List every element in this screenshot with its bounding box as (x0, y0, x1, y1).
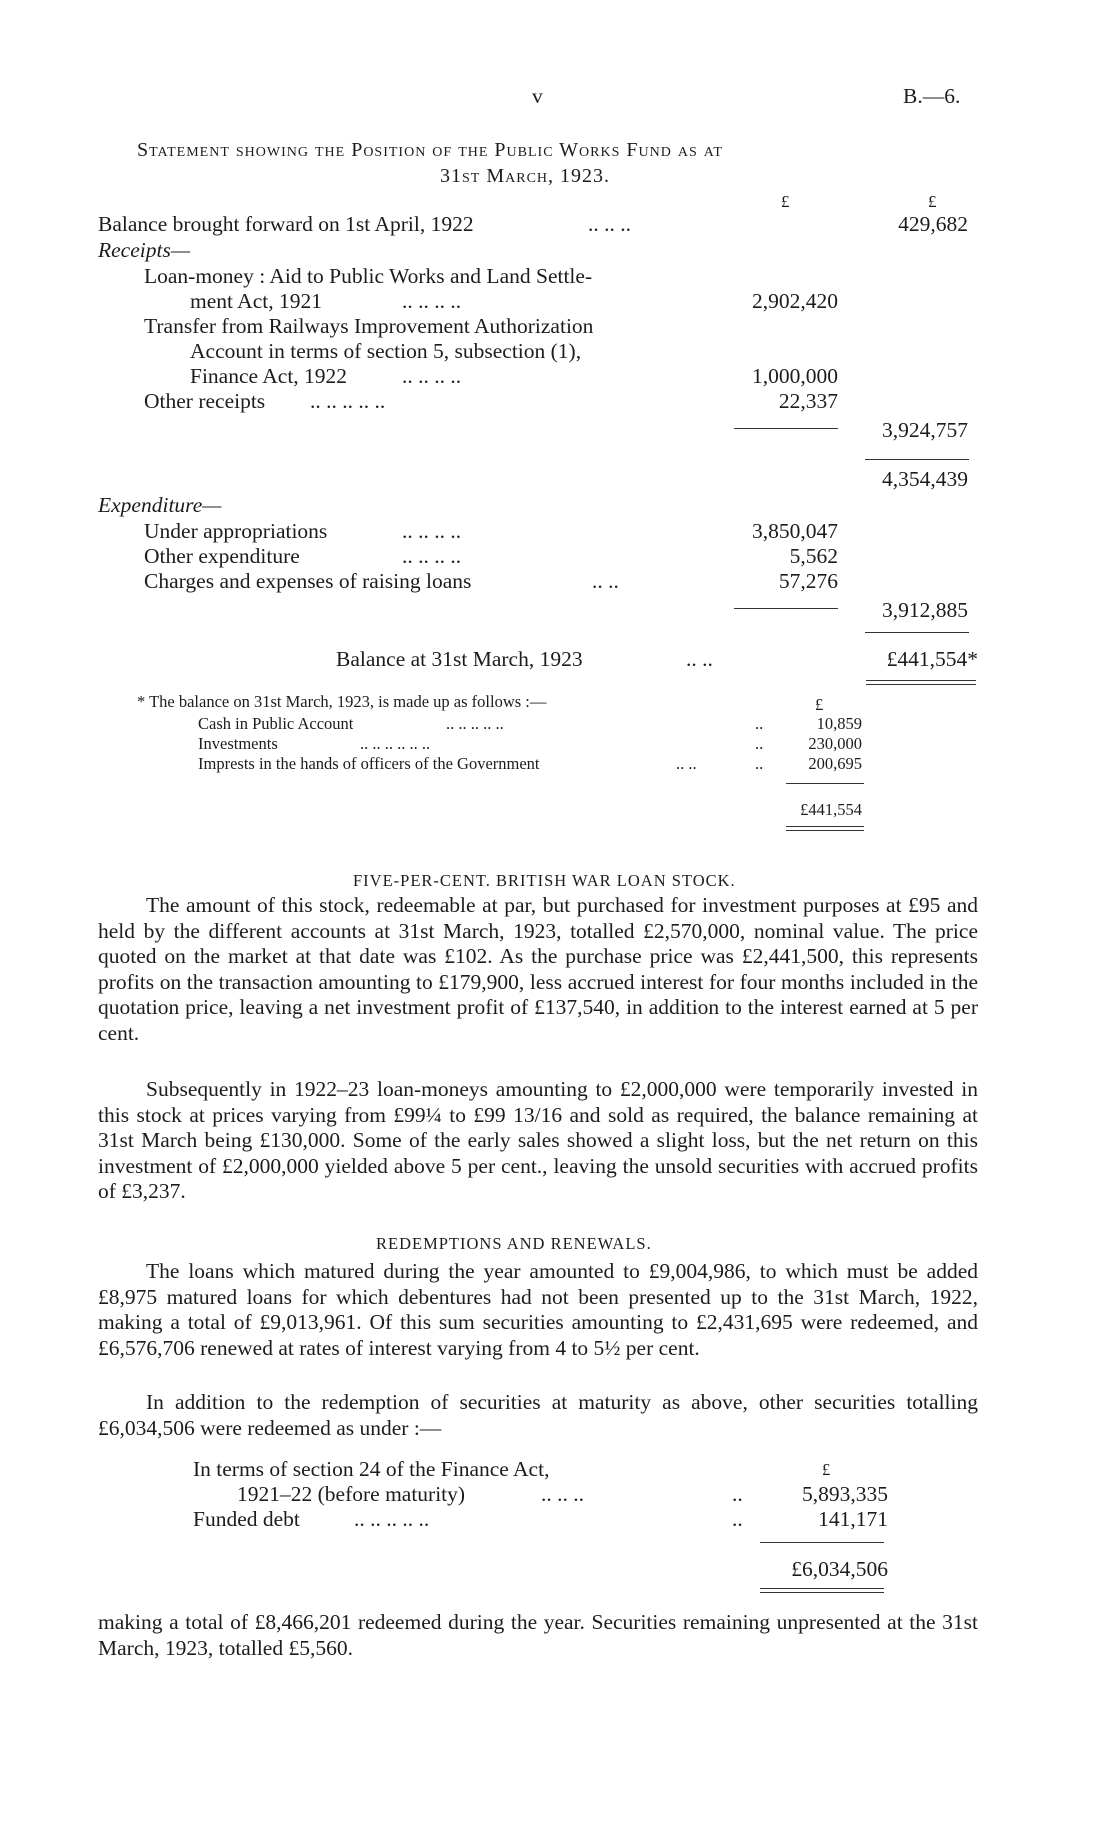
redemptions-symbol: £ (822, 1460, 831, 1479)
redemptions-closing (98, 1610, 978, 1661)
statement-title-date: 31st March, 1923. (440, 165, 611, 187)
receipt-loan-money-line2: ment Act, 1921 (190, 289, 322, 313)
double-rule (760, 1588, 884, 1589)
double-rule (866, 680, 976, 681)
total-rule (865, 459, 969, 460)
balance-forward-total: 429,682 (898, 212, 968, 236)
leader-dots: .. .. .. .. (402, 289, 462, 313)
leader-dots: .. .. .. .. (402, 544, 462, 568)
redemption-item-line1: Funded debt (193, 1507, 300, 1531)
expenditure-other-label: Other expenditure (144, 544, 300, 568)
double-rule (760, 1592, 884, 1593)
leader-dots: .. .. .. .. .. .. (360, 734, 431, 753)
leader-dots: .. (732, 1507, 743, 1531)
column-symbol-pounds: £ (781, 192, 790, 211)
balance-end-label: Balance at 31st March, 1923 (336, 647, 583, 671)
balance-end-total: £441,554* (886, 647, 978, 671)
leader-dots: .. .. .. (588, 212, 631, 236)
footnote-item-amount: 10,859 (816, 714, 862, 733)
balance-forward-label: Balance brought forward on 1st April, 1922 (98, 212, 474, 236)
subtotal-rule (760, 1542, 884, 1543)
receipt-other-label: Other receipts (144, 389, 266, 413)
redemption-item-amount: 5,893,335 (802, 1482, 888, 1506)
leader-dots: .. .. .. .. (402, 519, 462, 543)
footnote-total: £441,554 (800, 800, 862, 819)
war-loan-paragraph-2 (98, 1077, 978, 1205)
paragraph-text: making a total of £8,466,201 redeemed during the year. Securities remaining unpresented at the 31st March, 1923, totalled £5,560. (98, 1610, 978, 1660)
leader-dots: .. .. (686, 647, 713, 671)
leader-dots: .. .. .. .. .. (446, 714, 504, 733)
leader-dots: .. (755, 754, 764, 773)
expenditure-loans-label: Charges and expenses of raising loans (144, 569, 472, 593)
paragraph-text: The amount of this stock, redeemable at par, but purchased for investment purposes at £95 and held by the different accounts at 31st March, 1923, totalled £2,570,000, nominal value. The price quoted on the market at that date was £102. As the purchase price was £2,441,500, this represents profits on the transaction amounting to £179,900, less accrued interest for four months included in the quotation price, leaving a net investment profit of £137,540, in addition to the interest earned at 5 per cent. (98, 893, 978, 1045)
leader-dots: .. .. (592, 569, 619, 593)
receipts-total: 3,924,757 (882, 418, 968, 442)
redemption-item-line1: In terms of section 24 of the Finance Act, (193, 1457, 550, 1481)
grand-total: 4,354,439 (882, 467, 968, 491)
expenditure-appropriations-label: Under appropriations (144, 519, 328, 543)
section-heading-redemptions: REDEMPTIONS AND RENEWALS. (376, 1234, 652, 1253)
leader-dots: .. (755, 714, 764, 733)
subtotal-rule (734, 428, 838, 429)
receipt-transfer-line2: Account in terms of section 5, subsection (1), (190, 339, 582, 363)
expenditure-loans-amount: 57,276 (778, 569, 838, 593)
footnote-rule (786, 783, 864, 784)
subtotal-rule (734, 608, 838, 609)
expenditure-appropriations-amount: 3,850,047 (752, 519, 838, 543)
redemptions-paragraph-1 (98, 1259, 978, 1361)
receipt-transfer-line1: Transfer from Railways Improvement Authorization (144, 314, 594, 338)
receipt-other-amount: 22,337 (778, 389, 838, 413)
expenditure-total: 3,912,885 (882, 598, 968, 622)
footnote-intro: * The balance on 31st March, 1923, is made up as follows :— (137, 692, 547, 711)
receipt-transfer-amount: 1,000,000 (752, 364, 838, 388)
leader-dots: .. .. .. (541, 1482, 584, 1506)
document-reference: B.—6. (903, 84, 961, 108)
receipt-loan-money-amount: 2,902,420 (752, 289, 838, 313)
receipt-loan-money-line1: Loan-money : Aid to Public Works and Land Settle- (144, 264, 593, 288)
expenditure-heading: Expenditure— (98, 493, 222, 517)
redemptions-total: £6,034,506 (791, 1557, 888, 1581)
paragraph-text: The loans which matured during the year amounted to £9,004,986, to which must be added £8,975 matured loans for which debentures had not been presented up to the 31st March, 1922, making a total of £9,013,961. Of this sum securities amounting to £2,431,695 were redeemed, and £6,576,706 renewed at rates of interest varying from 4 to 5½ per cent. (98, 1259, 978, 1360)
war-loan-paragraph-1 (98, 893, 978, 1046)
redemption-item-line2: 1921–22 (before maturity) (237, 1482, 466, 1506)
leader-dots: .. .. .. .. .. (354, 1507, 430, 1531)
leader-dots: .. (755, 734, 764, 753)
total-rule (865, 632, 969, 633)
footnote-symbol: £ (815, 695, 824, 714)
redemption-item-amount: 141,171 (818, 1507, 888, 1531)
statement-title: Statement showing the Position of the Public Works Fund as at (137, 139, 723, 161)
receipt-transfer-line3: Finance Act, 1922 (190, 364, 348, 388)
receipts-heading: Receipts— (98, 238, 190, 262)
page-number: v (532, 84, 543, 108)
paragraph-text: Subsequently in 1922–23 loan-moneys amounting to £2,000,000 were temporarily invested in this stock at prices varying from £99¼ to £99 13/16 and sold as required, the balance remaining at 31st March being £130,000. Some of the early sales showed a slight loss, but the net return on this investment of £2,000,000 yielded above 5 per cent., leaving the unsold securities with accrued profits of £3,237. (98, 1077, 978, 1203)
leader-dots: .. (732, 1482, 743, 1506)
footnote-item-label: Investments (198, 734, 278, 753)
footnote-item-label: Imprests in the hands of officers of the Government (198, 754, 540, 773)
double-rule (786, 830, 864, 831)
double-rule (786, 826, 864, 827)
redemptions-paragraph-2 (98, 1390, 978, 1441)
expenditure-other-amount: 5,562 (789, 544, 838, 568)
footnote-item-amount: 200,695 (808, 754, 862, 773)
paragraph-text: In addition to the redemption of securities at maturity as above, other securities totalling £6,034,506 were redeemed as under :— (98, 1390, 978, 1440)
leader-dots: .. .. .. .. .. (310, 389, 386, 413)
double-rule (866, 684, 976, 685)
footnote-item-amount: 230,000 (808, 734, 862, 753)
leader-dots: .. .. (676, 754, 697, 773)
footnote-item-label: Cash in Public Account (198, 714, 354, 733)
leader-dots: .. .. .. .. (402, 364, 462, 388)
section-heading-war-loan: FIVE-PER-CENT. BRITISH WAR LOAN STOCK. (353, 871, 736, 890)
column-symbol-pounds-total: £ (928, 192, 937, 211)
